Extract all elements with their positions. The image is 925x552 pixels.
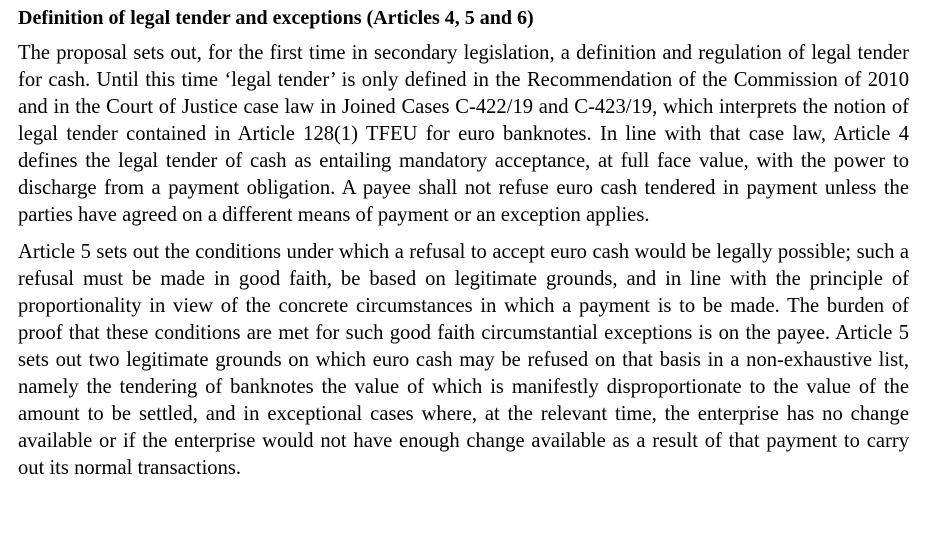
paragraph-refusal-conditions: Article 5 sets out the conditions under which a refusal to accept euro cash would be legally possible; such a refusal must be made in good faith, be based on legitimate grounds, and in line with the principle of proportionality in view of the concrete circumstances in which a payment is to be made. The burden of proof that these conditions are met for such good faith circumstantial exceptions is on the payee. Article 5 sets out two legitimate grounds on which euro cash may be refused on that basis in a non-exhaustive list, namely the tendering of banknotes the value of which is manifestly disproportionate to the value of the amount to be settled, and in exceptional cases where, at the relevant time, the enterprise has no change available or if the enterprise would not have enough change available as a result of that payment to carry out its normal transactions.: [18, 241, 909, 479]
section-heading: Definition of legal tender and exceptions (Articles 4, 5 and 6): [18, 7, 534, 29]
document-page: [18, 6, 909, 492]
paragraph-legal-tender-definition: The proposal sets out, for the first time in secondary legislation, a definition and regulation of legal tender for cash. Until this time ‘legal tender’ is only defined in the Recommendation of the Commission of 2010 and in the Court of Justice case law in Joined Cases C-422/19 and C-423/19, which interprets the notion of legal tender contained in Article 128(1) TFEU for euro banknotes. In line with that case law, Article 4 defines the legal tender of cash as entailing mandatory acceptance, at full face value, with the power to discharge from a payment obligation. A payee shall not refuse euro cash tendered in payment unless the parties have agreed on a different means of payment or an exception applies.: [18, 42, 909, 226]
